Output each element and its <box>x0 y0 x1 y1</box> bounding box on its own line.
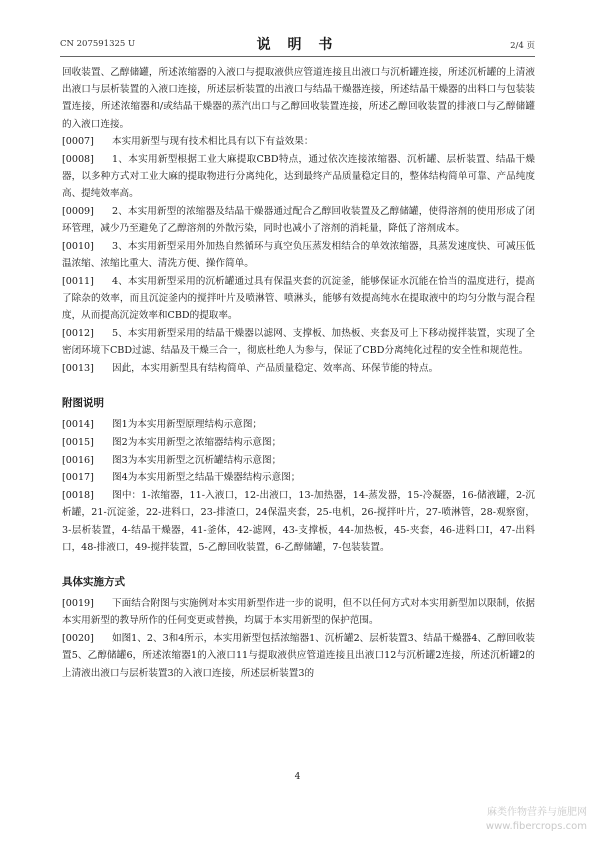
paragraph <box>62 469 535 486</box>
paragraph-text: 1、本实用新型根据工业大麻提取CBD特点，通过依次连接浓缩器、沉析罐、层析装置、结晶干燥器，以多种方式对工业大麻的提取物进行分离纯化，达到最终产品质量稳定目的，整体结构简单可靠、产品纯度高、提纯效率高。 <box>62 154 535 200</box>
publication-number: CN 207591325 U <box>60 39 136 49</box>
paragraph-number: [0013] <box>62 362 94 374</box>
paragraph-text: 下面结合附图与实施例对本实用新型作进一步的说明，但不以任何方式对本实用新型加以限制，依据本实用新型的教导所作的任何变更或替换，均属于本实用新型的保护范围。 <box>62 598 535 627</box>
paragraph <box>62 630 535 682</box>
paragraph-text: 图1为本实用新型原理结构示意图； <box>112 419 263 431</box>
paragraph-text: 图3为本实用新型之沉析罐结构示意图； <box>112 454 282 466</box>
figures-paragraphs <box>62 416 535 556</box>
paragraph-number: [0020] <box>62 633 94 645</box>
paragraph-text: 5、本实用新型采用的结晶干燥器以滤网、支撑板、加热板、夹套及可上下移动搅拌装置，实现了全密闭环境下CBD过滤、结晶及干燥三合一，彻底杜绝人为参与，保证了CBD分离纯化过程的安全性和规范性。 <box>62 328 535 357</box>
paragraph <box>62 273 535 325</box>
paragraph-text: 2、本实用新型的浓缩器及结晶干燥器通过配合乙醇回收装置及乙醇储罐，使得溶剂的使用形成了闭环管理，减少乃至避免了乙醇溶剂的外散污染，同时也减小了溶剂的消耗量，降低了溶剂成本。 <box>62 206 535 235</box>
paragraph-number: [0017] <box>62 472 94 484</box>
paragraph-number: [0012] <box>62 328 94 340</box>
watermark-line1: 麻类作物营养与施肥网 <box>487 807 587 818</box>
page-info: 2/4 页 <box>510 41 535 51</box>
paragraph-number: [0015] <box>62 437 94 449</box>
paragraph-text: 4、本实用新型采用的沉析罐通过具有保温夹套的沉淀釜，能够保证水沉能在恰当的温度进行，提高了除杂的效率，而且沉淀釜内的搅拌叶片及喷淋管、喷淋头，能够有效提高纯水在提取液中的均匀分散与混合程度，从而提高沉淀效率和CBD的提取率。 <box>62 275 535 322</box>
paragraph <box>62 238 535 272</box>
paragraph <box>62 416 535 433</box>
paragraph <box>62 133 535 150</box>
paragraph-number: [0007] <box>62 136 94 148</box>
page-header <box>60 34 535 54</box>
header-divider <box>60 56 535 57</box>
paragraph <box>62 434 535 451</box>
section-title-embodiment: 具体实施方式 <box>62 575 125 588</box>
paragraph <box>62 595 535 629</box>
paragraph-text: 如图1、2、3和4所示，本实用新型包括浓缩器1、沉析罐2、层析装置3、结晶干燥器4、乙醇回收装置5、乙醇储罐6，所述浓缩器1的入液口11与提取液供应管道连接且出液口12与沉析罐2连接，所述沉析罐2的上清液出液口与层析装置3的入液口连接，所述层析装置3的 <box>62 633 535 679</box>
embodiment-paragraphs <box>62 595 535 682</box>
paragraph-number: [0010] <box>62 241 94 253</box>
paragraph-number: [0011] <box>62 275 94 287</box>
paragraph <box>62 325 535 359</box>
watermark <box>486 806 587 834</box>
paragraph-number: [0016] <box>62 454 94 466</box>
paragraph-number: [0009] <box>62 206 94 218</box>
paragraph-text: 图2为本实用新型之浓缩器结构示意图； <box>112 437 282 449</box>
paragraph-text: 本实用新型与现有技术相比具有以下有益效果： <box>112 136 314 148</box>
paragraph <box>62 203 535 237</box>
watermark-line2: www.fibercrops.com <box>485 821 587 832</box>
paragraph <box>62 151 535 203</box>
paragraph-text: 图中：1-浓缩器，11-入液口，12-出液口，13-加热器，14-蒸发器，15-冷凝器，16-储液罐，2-沉析罐，21-沉淀釜，22-进料口，23-排渣口，24保温夹套，25-电机，26-搅拌叶片，27-喷淋管，28-观察窗，3-层析装置，4-结晶干燥器，41-釜体，42-滤网，43-支撑板，44-加热板，45-夹套，46-进料口I，47-出料口，48-排液口，49-搅拌装置，5-乙醇回收装置，6-乙醇储罐，7-包装装置。 <box>62 490 535 553</box>
paragraph <box>62 487 535 556</box>
paragraph-number: [0008] <box>62 154 94 166</box>
paragraph-number: [0018] <box>62 490 94 502</box>
paragraph-text: 图4为本实用新型之结晶干燥器结构示意图； <box>112 472 301 484</box>
page-number: 4 <box>294 772 301 782</box>
paragraph-number: [0019] <box>62 598 94 610</box>
document-title: 说 明 书 <box>256 37 339 53</box>
document-body <box>62 64 535 682</box>
paragraph <box>62 360 535 377</box>
paragraph-text: 因此，本实用新型具有结构简单、产品质量稳定、效率高、环保节能的特点。 <box>112 362 439 374</box>
paragraph <box>62 452 535 469</box>
intro-continuation: 回收装置、乙醇储罐，所述浓缩器的入液口与提取液供应管道连接且出液口与沉析罐连接，所述沉析罐的上清液出液口与层析装置的入液口连接，所述层析装置的出液口与结晶干燥器连接，所述结晶干燥器的出料口与包装装置连接，所述浓缩器和/或结晶干燥器的蒸汽出口与乙醇回收装置连接，所述乙醇回收装置的排液口与乙醇储罐的入液口连接。 <box>62 67 535 130</box>
section-title-figures: 附图说明 <box>62 397 104 410</box>
paragraph-number: [0014] <box>62 419 94 431</box>
advantages-paragraphs <box>62 133 535 377</box>
paragraph-text: 3、本实用新型采用外加热自然循环与真空负压蒸发相结合的单效浓缩器，具蒸发速度快、可减压低温浓缩、浓缩比重大、清洗方便、操作简单。 <box>62 241 535 270</box>
